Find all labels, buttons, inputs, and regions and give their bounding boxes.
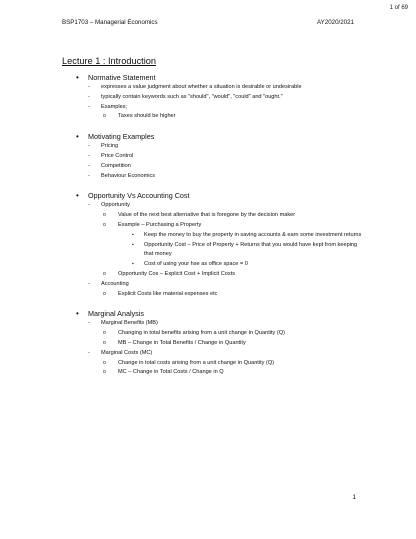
- list-item-text: MC – Change in Total Costs / Change in Q: [118, 369, 224, 376]
- lecture-title: Lecture 1 : Introduction: [62, 56, 156, 66]
- list-item: [101, 290, 362, 300]
- level-3-list: [101, 329, 362, 349]
- list-item: [101, 221, 362, 270]
- list-item-text: Opportunity Cost – Price of Property + Returns that you would have kept from keeping that money: [144, 241, 358, 258]
- list-item: [101, 270, 362, 280]
- list-item: [101, 211, 362, 221]
- list-item-text: Change in total costs arising from a unit change in Quantity (Q): [118, 359, 275, 366]
- list-item-text: Examples;: [101, 103, 128, 110]
- list-item: [101, 339, 362, 349]
- list-item: [88, 152, 362, 162]
- level-4-list: [118, 231, 362, 270]
- list-item: [88, 172, 362, 182]
- list-item: [88, 93, 362, 103]
- level-2-list: [88, 142, 362, 181]
- section-heading: • Motivating Examples: [88, 132, 155, 142]
- section: [62, 191, 362, 299]
- list-item: [101, 359, 362, 369]
- list-item: [88, 162, 362, 172]
- list-item: [101, 368, 362, 378]
- list-item-text: Value of the next best alternative that is foregone by the decision maker: [118, 212, 296, 219]
- list-item-text: Pricing: [101, 143, 119, 150]
- list-item-text: Explicit Costs like material expenses etc: [118, 290, 218, 297]
- list-item: [118, 241, 362, 261]
- list-item: [88, 83, 362, 93]
- level-3-list: [101, 290, 362, 300]
- page-number: 1: [352, 494, 356, 501]
- list-item-text: typically contain keywords such as "should", "would", "could" and "ought.": [101, 93, 283, 100]
- page-count: 1 of 69: [389, 5, 408, 11]
- section-heading: • Opportunity Vs Accounting Cost: [88, 191, 190, 201]
- list-item-text: Marginal Benefits (MB): [101, 320, 158, 327]
- list-item-text: Price Control: [101, 152, 134, 159]
- list-item-text: Opportunity: [101, 202, 130, 209]
- list-item-text: Example – Purchasing a Property: [118, 221, 202, 228]
- section-heading: • Normative Statement: [88, 73, 156, 82]
- list-item-text: MB – Change in Total Benefits / Change in Quantity: [118, 339, 246, 346]
- list-item: [88, 349, 362, 378]
- list-item: [101, 112, 362, 122]
- list-item-text: Accounting: [101, 280, 129, 287]
- level-3-list: [101, 112, 362, 122]
- list-item-text: Keep the money to buy the property in saving accounts & earn some investment returns: [144, 231, 362, 238]
- section-heading: • Marginal Analysis: [88, 309, 144, 319]
- list-item-text: Cost of using your hse as office space = 0: [144, 261, 248, 268]
- level-2-list: [88, 83, 362, 122]
- list-item: [88, 201, 362, 279]
- list-item: [88, 319, 362, 348]
- section-list: [62, 73, 362, 378]
- level-2-list: [88, 319, 362, 378]
- list-item: [118, 231, 362, 241]
- list-item: [88, 142, 362, 152]
- list-item-text: Behaviour Economics: [101, 172, 156, 179]
- list-item: [101, 329, 362, 339]
- course-title: BSP1703 – Managerial Economics: [62, 19, 158, 26]
- page-header: [62, 19, 354, 29]
- lecture-notes: [62, 56, 362, 388]
- list-item-text: expresses a value judgment about whether a situation is desirable or undesirable: [101, 84, 302, 90]
- list-item: [88, 280, 362, 300]
- section: [62, 132, 362, 181]
- list-item: [88, 103, 362, 123]
- list-item-text: Taxes should be higher: [118, 113, 176, 120]
- list-item-text: Opportunity Cos – Explicit Cost + Implicit Costs: [118, 270, 236, 277]
- academic-year: AY2020/2021: [316, 19, 354, 26]
- list-item-text: Marginal Costs (MC): [101, 349, 153, 356]
- level-2-list: [88, 201, 362, 299]
- section: [62, 73, 362, 122]
- list-item: [118, 260, 362, 270]
- level-3-list: [101, 211, 362, 280]
- section: [62, 309, 362, 378]
- list-item-text: Competition: [101, 162, 131, 169]
- level-3-list: [101, 359, 362, 379]
- list-item-text: Changing in total benefits arising from a unit change in Quantity (Q): [118, 330, 285, 337]
